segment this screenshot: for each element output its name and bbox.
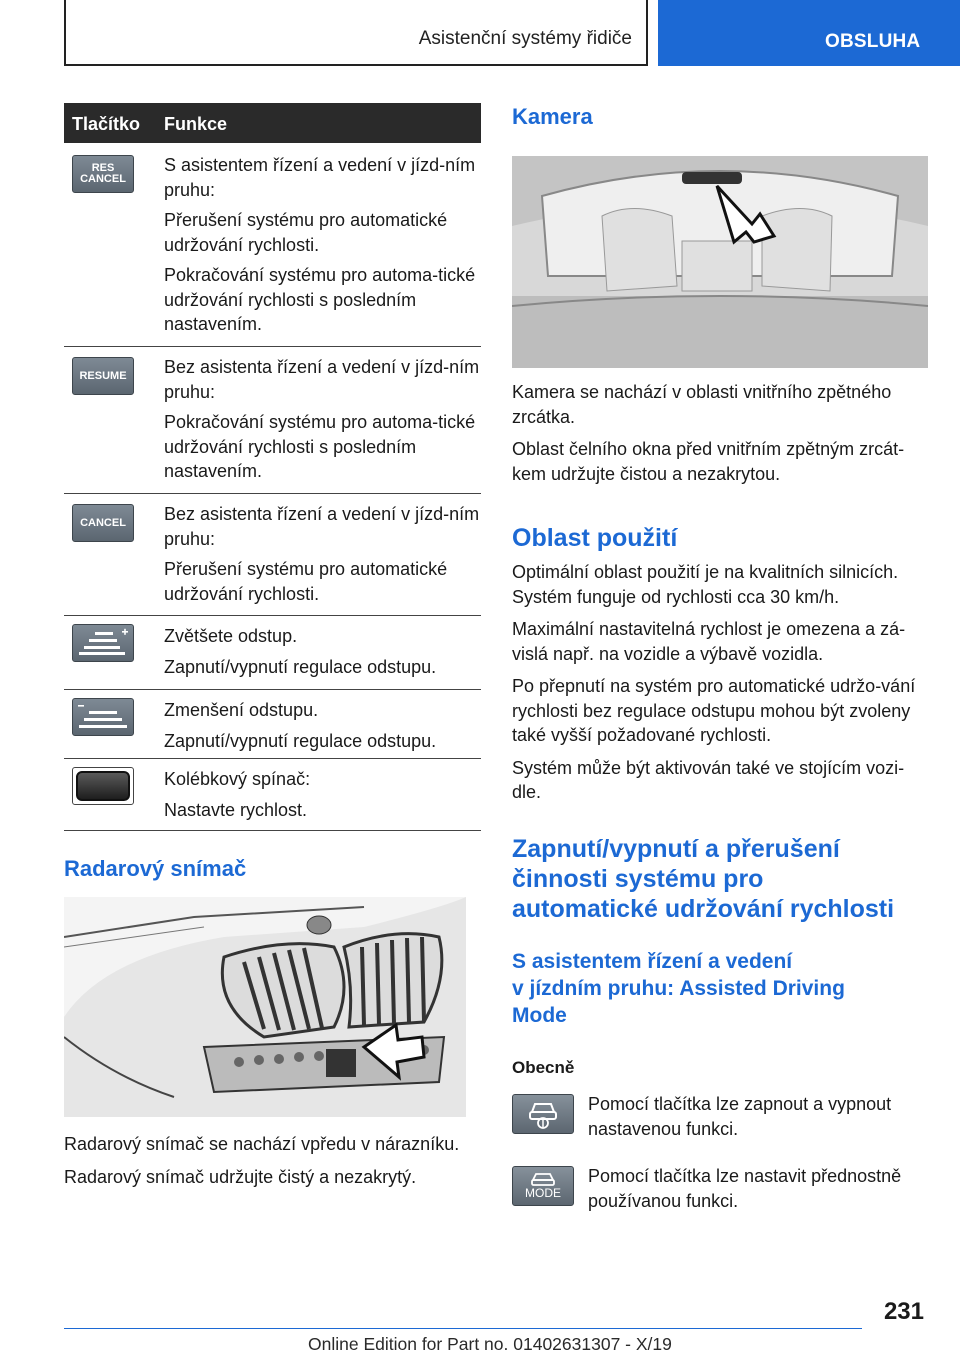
function-line: Bez asistenta řízení a vedení v jízd-ním pruhu: <box>164 357 480 402</box>
item1-text: Pomocí tlačítka lze zapnout a vypnout nastavenou funkci. <box>588 1094 892 1139</box>
radar-sensor-photo <box>64 897 466 1117</box>
function-cell <box>164 624 482 685</box>
radar-line: Radarový snímač se nachází vpředu v nárazníku. <box>64 1134 460 1154</box>
camera-line: Kamera se nachází v oblasti vnitřního zpětného zrcátka. <box>512 382 892 427</box>
table-row <box>64 616 481 690</box>
icon-label: RESUME <box>79 369 127 382</box>
usage-line: Maximální nastavitelná rychlost je omezena a zá-vislá např. na vozidle a výbavě vozidla. <box>512 619 906 664</box>
rocker-switch-icon <box>72 767 134 805</box>
general-subheading: Obecně <box>512 1058 575 1077</box>
function-cell <box>164 698 482 759</box>
assisted-driving-button-icon <box>512 1094 574 1134</box>
table-header <box>64 103 481 143</box>
function-line: Zvětšete odstup. <box>164 626 298 646</box>
radar-text <box>64 1132 474 1197</box>
table-row <box>64 690 481 759</box>
usage-line: Systém může být aktivován také ve stojícím vozi-dle. <box>512 757 905 802</box>
header-box <box>64 0 648 66</box>
camera-photo <box>512 156 928 368</box>
usage-heading: Oblast použití <box>512 524 678 552</box>
function-line: S asistentem řízení a vedení v jízd-ním pruhu: <box>164 155 476 200</box>
table-row <box>64 143 481 347</box>
item2-text: Pomocí tlačítka lze nastavit přednostně používanou funkci. <box>588 1166 902 1211</box>
mode-button-icon <box>512 1166 574 1206</box>
footer-divider <box>64 1328 862 1329</box>
col-button-header: Tlačítko <box>72 114 141 134</box>
section-tab[interactable]: OBSLUHA <box>658 0 960 66</box>
function-line: Zapnutí/vypnutí regulace odstupu. <box>164 656 437 677</box>
button-function-table <box>64 103 481 831</box>
function-line: Přerušení systému pro automatické udržování rychlosti. <box>164 559 448 604</box>
assisted-driving-subheading <box>512 948 942 1029</box>
function-cell <box>164 153 482 343</box>
switch-heading-line: automatické udržování rychlosti <box>512 895 895 923</box>
usage-line: Po přepnutí na systém pro automatické udržo-vání rychlosti bez regulace odstupu mohou být zvoleny také vyšší požadované rychlosti. <box>512 676 916 745</box>
function-line: Pokračování systému pro automa-tické udržování rychlosti s posledním nastavením. <box>164 412 476 481</box>
cancel-button-icon <box>72 504 134 542</box>
table-row <box>64 759 481 831</box>
distance-decrease-icon <box>72 698 134 736</box>
function-line: Přerušení systému pro automatické udržování rychlosti. <box>164 210 448 255</box>
col-function-header: Funkce <box>164 114 228 134</box>
function-cell <box>164 355 482 490</box>
function-line: Pokračování systému pro automa-tické udržování rychlosti s posledním nastavením. <box>164 265 476 334</box>
header-title: Asistenční systémy řidiče <box>418 28 632 49</box>
function-line: Kolébkový spínač: <box>164 769 311 789</box>
switch-heading <box>512 834 942 924</box>
radar-heading: Radarový snímač <box>64 856 247 881</box>
switch-heading-line: Zapnutí/vypnutí a přerušení <box>512 835 840 863</box>
camera-heading: Kamera <box>512 104 593 129</box>
function-cell <box>164 502 482 612</box>
page-number: 231 <box>883 1298 924 1325</box>
icon-label: CANCEL <box>80 516 126 529</box>
res-cancel-button-icon: RES CANCEL <box>72 155 134 193</box>
switch-heading-line: činnosti systému pro <box>512 865 764 893</box>
resume-button-icon <box>72 357 134 395</box>
usage-line: Optimální oblast použití je na kvalitních silnicích. Systém funguje od rychlosti cca 30 km/h. <box>512 562 899 607</box>
function-line: Zmenšení odstupu. <box>164 700 319 720</box>
usage-text <box>512 560 932 813</box>
table-row <box>64 494 481 616</box>
distance-increase-icon <box>72 624 134 662</box>
subheading-line: v jízdním pruhu: Assisted Driving <box>512 977 845 1000</box>
table-row <box>64 347 481 494</box>
function-line: Zapnutí/vypnutí regulace odstupu. <box>164 730 437 751</box>
subheading-line: Mode <box>512 1004 567 1027</box>
function-line: Nastavte rychlost. <box>164 799 308 820</box>
camera-line: Oblast čelního okna před vnitřním zpětným zrcát-kem udržujte čistou a nezakrytou. <box>512 439 905 484</box>
function-cell <box>164 767 482 828</box>
function-line: Bez asistenta řízení a vedení v jízd-ním pruhu: <box>164 504 480 549</box>
footer-edition: Online Edition for Part no. 01402631307 - X/19 <box>308 1334 672 1354</box>
subheading-line: S asistentem řízení a vedení <box>512 950 793 973</box>
radar-line: Radarový snímač udržujte čistý a nezakrytý. <box>64 1166 417 1187</box>
mode-label: MODE <box>525 1186 561 1200</box>
camera-text <box>512 380 932 494</box>
